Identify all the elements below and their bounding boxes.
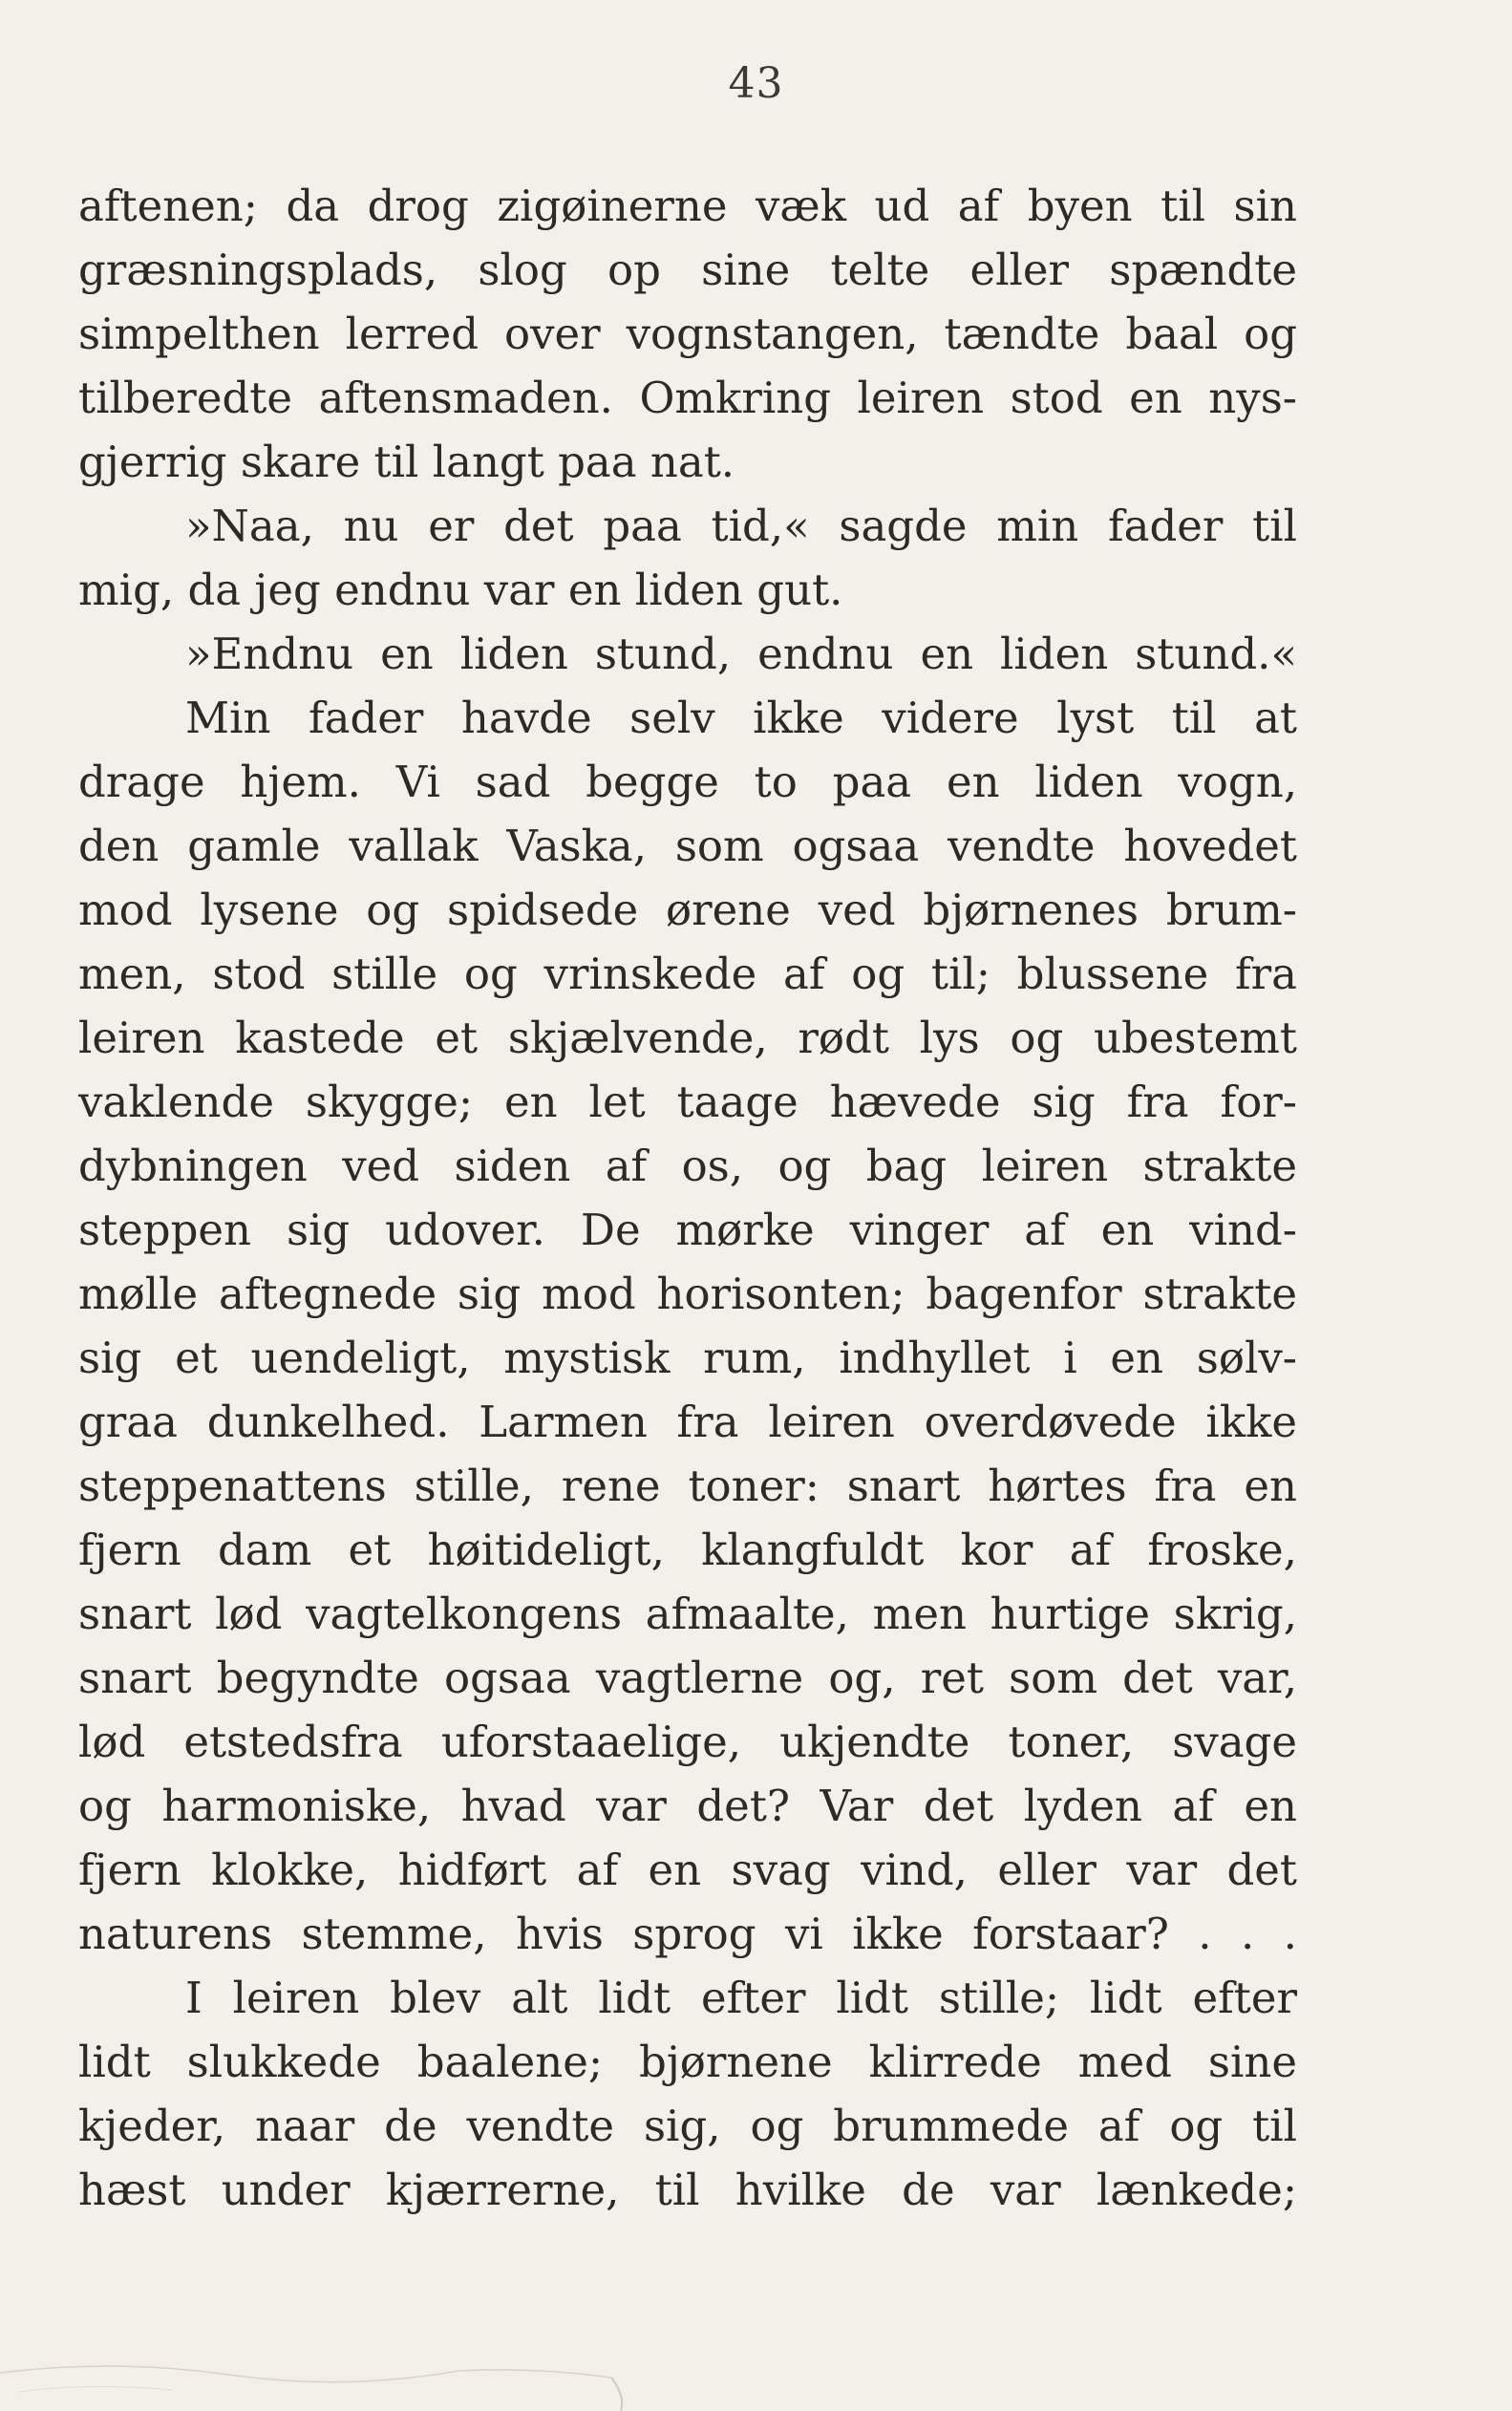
text-line: lød etstedsfra uforstaaelige, ukjendte toner, svage — [78, 1717, 1297, 1767]
text-line: snart begyndte ogsaa vagtlerne og, ret som det var, — [78, 1653, 1297, 1703]
text-line: mølle aftegnede sig mod horisonten; bagenfor strakte — [78, 1269, 1297, 1319]
text-line: »Naa, nu er det paa tid,« sagde min fader til — [185, 501, 1297, 551]
text-line: naturens stemme, hvis sprog vi ikke forstaar? . . . — [78, 1909, 1297, 1959]
text-line: hæst under kjærrerne, til hvilke de var lænkede; — [78, 2165, 1297, 2215]
text-line: mod lysene og spidsede ørene ved bjørnenes brum- — [78, 885, 1297, 935]
text-line: græsningsplads, slog op sine telte eller spændte — [78, 245, 1297, 295]
text-line: og harmoniske, hvad var det? Var det lyden af en — [78, 1781, 1297, 1831]
text-line: Min fader havde selv ikke videre lyst til at — [185, 693, 1297, 743]
text-line: gjerrig skare til langt paa nat. — [78, 437, 735, 487]
text-line: snart lød vagtelkongens afmaalte, men hurtige skrig, — [78, 1589, 1297, 1639]
text-line: drage hjem. Vi sad begge to paa en liden vogn, — [78, 757, 1297, 807]
text-line: leiren kastede et skjælvende, rødt lys og ubestemt — [78, 1013, 1297, 1063]
text-line: simpelthen lerred over vognstangen, tændte baal og — [78, 309, 1297, 359]
page-number: 43 — [728, 59, 784, 108]
text-line: vaklende skygge; en let taage hævede sig fra for- — [78, 1077, 1297, 1127]
text-line: fjern klokke, hidført af en svag vind, eller var det — [78, 1845, 1297, 1895]
text-line: aftenen; da drog zigøinerne væk ud af byen til sin — [78, 181, 1297, 231]
text-line: dybningen ved siden af os, og bag leiren strakte — [78, 1141, 1297, 1191]
text-line: fjern dam et høitideligt, klangfuldt kor af froske, — [78, 1525, 1297, 1575]
text-line: mig, da jeg endnu var en liden gut. — [78, 565, 843, 615]
text-line: sig et uendeligt, mystisk rum, indhyllet i en sølv- — [78, 1333, 1297, 1383]
text-line: lidt slukkede baalene; bjørnene klirrede med sine — [78, 2037, 1297, 2087]
text-line: tilberedte aftensmaden. Omkring leiren stod en nys- — [78, 373, 1297, 423]
page-stain-decoration — [0, 2268, 669, 2411]
text-line: graa dunkelhed. Larmen fra leiren overdøvede ikke — [78, 1397, 1297, 1447]
text-line: steppenattens stille, rene toner: snart hørtes fra en — [78, 1461, 1297, 1511]
text-line: den gamle vallak Vaska, som ogsaa vendte hovedet — [78, 821, 1297, 871]
body-text — [78, 174, 1297, 2222]
text-line: men, stod stille og vrinskede af og til; blussene fra — [78, 949, 1297, 999]
text-line: steppen sig udover. De mørke vinger af en vind- — [78, 1205, 1297, 1255]
text-line: »Endnu en liden stund, endnu en liden stund.« — [185, 629, 1297, 679]
text-line: I leiren blev alt lidt efter lidt stille; lidt efter — [185, 1973, 1297, 2023]
text-line: kjeder, naar de vendte sig, og brummede af og til — [78, 2101, 1297, 2151]
